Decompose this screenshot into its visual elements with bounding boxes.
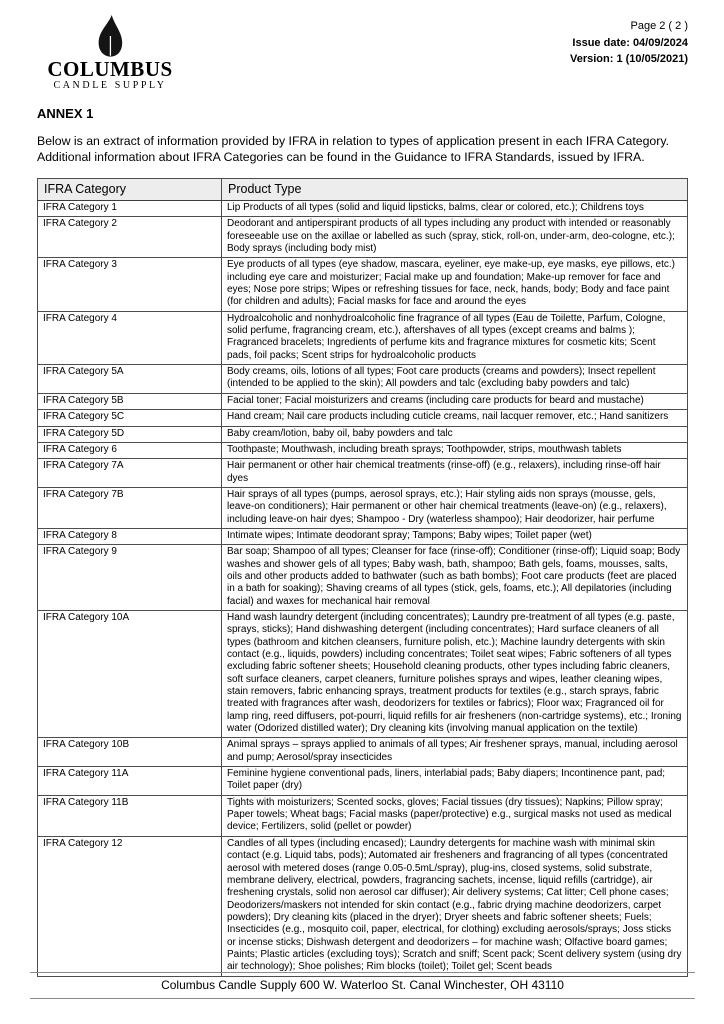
product-type-cell: Hair permanent or other hair chemical treatments (rinse-off) (e.g., relaxers), including rinse-off hair dyes — [222, 459, 688, 488]
product-type-cell: Tights with moisturizers; Scented socks, gloves; Facial tissues (dry tissues); Napkins; Pillow spray; Paper towels; Wheat bags; Facial masks (paper/protective) e.g., surgical masks not used as medical device; Fertilizers, solid (pellet or powder) — [222, 795, 688, 836]
category-cell: IFRA Category 6 — [38, 442, 222, 458]
table-row — [38, 836, 688, 976]
table-row — [38, 545, 688, 611]
table-row — [38, 767, 688, 796]
table-row — [38, 311, 688, 364]
product-type-cell: Facial toner; Facial moisturizers and creams (including care products for beard and mustache) — [222, 393, 688, 409]
product-type-cell: Candles of all types (including encased); Laundry detergents for machine wash with minimal skin contact (e.g. Liquid tabs, pods); Automated air fresheners and fragrancing of all types (concentrated aerosol with metered doses (range 0.05-0.5mL/spray), plug-ins, closed systems, solid substrate, membrane delivery, electrical, powders, fragrancing sachets, incense, liquid refills (cartridge), air freshening crystals, solid non aerosol car diffuser); Air delivery systems; Cat litter; Cell phone cases; Deodorizers/maskers not intended for skin contact (e.g., fabric drying machine deodorizers, carpet powders); Dry cleaning kits (placed in the dryer); Dryer sheets and fabric softener sheets; Fuels; Insecticides (e.g., mosquito coil, paper, electrical, for clothing) excluding aerosols/sprays; Joss sticks or incense sticks; Dishwash detergent and deodorizers – for machine wash; Olfactive board games; Paints; Plastic articles (excluding toys); Scratch and sniff; Scent pack; Scent delivery system (using dry air technology); Shoe polishes; Rim blocks (toilet); Toilet gel; Scent beads — [222, 836, 688, 976]
company-logo — [45, 14, 175, 92]
table-row — [38, 528, 688, 544]
logo-company-name: COLUMBUS — [47, 57, 173, 81]
category-cell: IFRA Category 5C — [38, 410, 222, 426]
table-row — [38, 459, 688, 488]
category-cell: IFRA Category 7B — [38, 487, 222, 528]
column-header-ifra-category: IFRA Category — [38, 179, 222, 201]
table-row — [38, 610, 688, 737]
page-number: Page 2 ( 2 ) — [630, 20, 688, 32]
table-row — [38, 426, 688, 442]
table-row — [38, 393, 688, 409]
category-cell: IFRA Category 10A — [38, 610, 222, 737]
product-type-cell: Hand wash laundry detergent (including concentrates); Laundry pre-treatment of all types (e.g. paste, sprays, sticks); Hand dishwashing detergent (including concentrates); Hard surface cleaners of all types (bathroom and kitchen cleansers, furniture polish, etc.); Machine laundry detergents with skin contact (e.g., liquids, powders) including concentrates; Toilet seat wipes; Fabric softeners of all types excluding fabric softener sheets; Household cleaning products, other types including fabric cleaners, soft surface cleaners, carpet cleaners, furniture polishes sprays and wipes, leather cleaning wipes, stain removers, fabric enhancing sprays, treatment products for textiles (e.g., starch sprays, fabric treated with fragrances after wash, deodorizers for textiles or fabrics); Floor wax; Fragranced oil for lamp ring, reed diffusers, pot-pourri, liquid refills for air fresheners (non-cartridge systems), etc.; Ironing water (Odorized distilled water); Dry cleaning kits (involving manual application on the textile) — [222, 610, 688, 737]
table-body — [38, 201, 688, 977]
column-header-product-type: Product Type — [222, 179, 688, 201]
footer-address: Columbus Candle Supply 600 W. Waterloo St. Canal Winchester, OH 43110 — [161, 978, 564, 992]
category-cell: IFRA Category 11B — [38, 795, 222, 836]
page-footer — [30, 972, 695, 999]
table-header-row — [38, 179, 688, 201]
intro-paragraph: Below is an extract of information provided by IFRA in relation to types of application present in each IFRA Category. Additional information about IFRA Categories can be found in the Guidance to IFRA Standards, issued by IFRA. — [37, 134, 670, 164]
product-type-cell: Bar soap; Shampoo of all types; Cleanser for face (rinse-off); Conditioner (rinse-off); Liquid soap; Body washes and shower gels of all types; Baby wash, bath, shampoo; Bath gels, foams, mousses, salts, oils and other products added to bathwater (such as bath bombs); Foot care products (feet are placed in a bath for soaking); Shaving creams of all types (stick, gels, foams, etc.); All depilatories (including facial) and waxes for mechanical hair removal — [222, 545, 688, 611]
product-type-cell: Toothpaste; Mouthwash, including breath sprays; Toothpowder, strips, mouthwash tablets — [222, 442, 688, 458]
category-cell: IFRA Category 11A — [38, 767, 222, 796]
version: Version: 1 (10/05/2021) — [569, 53, 688, 65]
product-type-cell: Deodorant and antiperspirant products of all types including any product with intended or reasonably foreseeable use on the axillae or labelled as such (spray, stick, roll-on, under-arm, deo-cologne, etc.); Body sprays (including body mist) — [222, 217, 688, 258]
annex-title: ANNEX 1 — [37, 106, 94, 121]
table-row — [38, 410, 688, 426]
product-type-cell: Animal sprays – sprays applied to animals of all types; Air freshener sprays, manual, including aerosol and pump; Aerosol/spray insecticides — [222, 738, 688, 767]
table-row — [38, 738, 688, 767]
category-cell: IFRA Category 5A — [38, 365, 222, 394]
category-cell: IFRA Category 4 — [38, 311, 222, 364]
product-type-cell: Lip Products of all types (solid and liquid lipsticks, balms, clear or colored, etc.); Childrens toys — [222, 201, 688, 217]
table-row — [38, 258, 688, 311]
category-cell: IFRA Category 5B — [38, 393, 222, 409]
table-header — [38, 179, 688, 201]
table-row — [38, 487, 688, 528]
table-row — [38, 442, 688, 458]
category-cell: IFRA Category 5D — [38, 426, 222, 442]
category-cell: IFRA Category 1 — [38, 201, 222, 217]
category-cell: IFRA Category 2 — [38, 217, 222, 258]
category-cell: IFRA Category 10B — [38, 738, 222, 767]
category-cell: IFRA Category 12 — [38, 836, 222, 976]
ifra-category-table — [37, 178, 688, 977]
table-row — [38, 365, 688, 394]
product-type-cell: Baby cream/lotion, baby oil, baby powders and talc — [222, 426, 688, 442]
table-row — [38, 217, 688, 258]
flame-icon — [45, 14, 175, 58]
table-row — [38, 795, 688, 836]
category-cell: IFRA Category 8 — [38, 528, 222, 544]
product-type-cell: Feminine hygiene conventional pads, liners, interlabial pads; Baby diapers; Incontinence pant, pad; Toilet paper (dry) — [222, 767, 688, 796]
table-row — [38, 201, 688, 217]
category-cell: IFRA Category 7A — [38, 459, 222, 488]
product-type-cell: Eye products of all types (eye shadow, mascara, eyeliner, eye make-up, eye masks, eye pillows, etc.) including eye care and moisturizer; Facial make up and foundation; Make-up remover for face and eyes; Nose pore strips; Wipes or refreshing tissues for face, neck, hands, body; Body and face paint (for children and adults); Facial masks for face and around the eyes — [222, 258, 688, 311]
product-type-cell: Hydroalcoholic and nonhydroalcoholic fine fragrance of all types (Eau de Toilette, Parfum, Cologne, solid perfume, fragrancing cream, etc.), aftershaves of all types (except creams and balms ); Fragranced bracelets; Ingredients of perfume kits and fragrance mixtures for cosmetic kits; Scent pads, foil packs; Scent strips for hydroalcoholic products — [222, 311, 688, 364]
category-cell: IFRA Category 3 — [38, 258, 222, 311]
logo-company-subtitle: CANDLE SUPPLY — [53, 80, 167, 91]
product-type-cell: Hand cream; Nail care products including cuticle creams, nail lacquer remover, etc.; Hand sanitizers — [222, 410, 688, 426]
page-header — [37, 14, 688, 92]
product-type-cell: Hair sprays of all types (pumps, aerosol sprays, etc.); Hair styling aids non sprays (mousse, gels, leave-on conditioners); Hair permanent or other hair chemical treatments (leave-on) (e.g., relaxers), including leave-on hair dyes; Shampoo - Dry (waterless shampoo); Hair deodorizer, hair perfume — [222, 487, 688, 528]
product-type-cell: Body creams, oils, lotions of all types; Foot care products (creams and powders); Insect repellent (intended to be applied to the skin); All powders and talc (excluding baby powders and talc) — [222, 365, 688, 394]
page-meta — [570, 14, 688, 68]
product-type-cell: Intimate wipes; Intimate deodorant spray; Tampons; Baby wipes; Toilet paper (wet) — [222, 528, 688, 544]
category-cell: IFRA Category 9 — [38, 545, 222, 611]
issue-date: Issue date: 04/09/2024 — [572, 36, 688, 49]
